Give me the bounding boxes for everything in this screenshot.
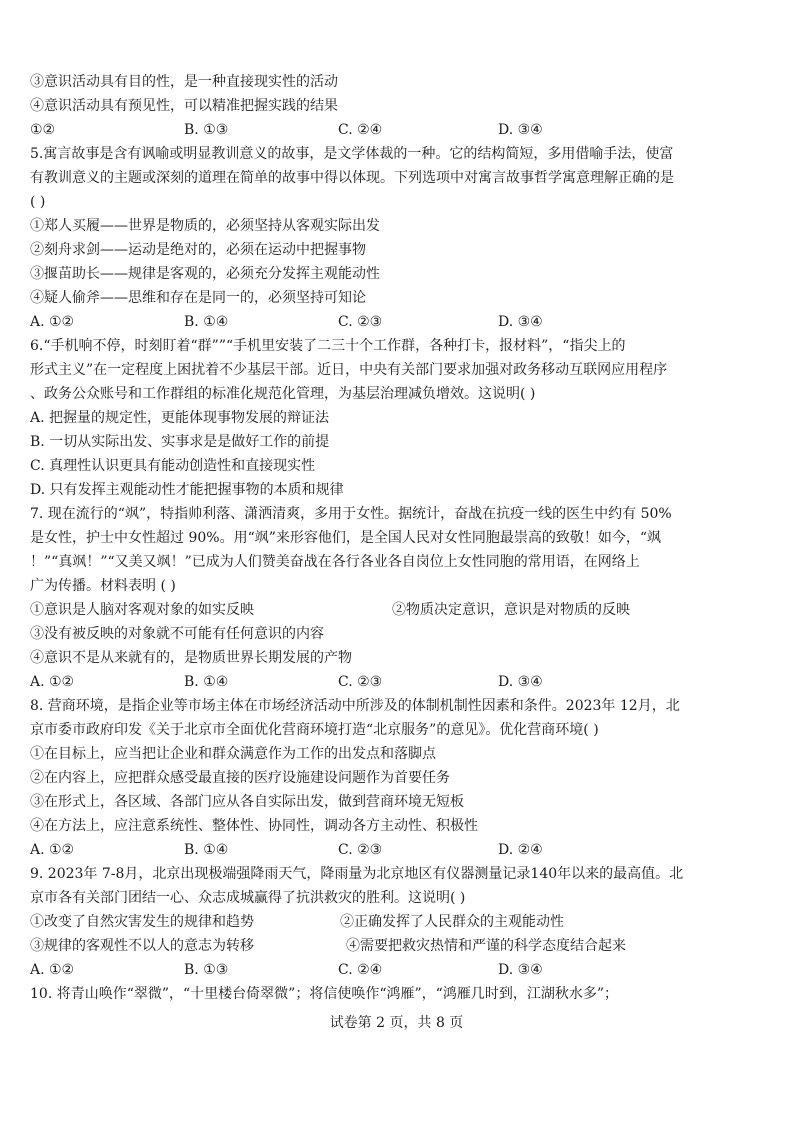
option-c: C. ②④ xyxy=(338,962,383,978)
page-footer: 试卷第 2 页，共 8 页 xyxy=(329,1015,464,1031)
option-b: B. ①④ xyxy=(184,314,229,330)
q6-stem-2: 形式主义”在一定程度上困扰着不少基层干部。近日，中央有关部门要求加强对政务移动互联网应用程序 xyxy=(30,362,668,378)
option-a: ①② xyxy=(30,122,56,138)
q5-statement-4: ④疑人偷斧——思维和存在是同一的，必须坚持可知论 xyxy=(30,290,366,306)
q5-stem-2: 有教训意义的主题或深刻的道理在简单的故事中得以体现。下列选项中对寓言故事哲学寓意理解正确的是 xyxy=(30,170,674,186)
q5-statement-1: ①郑人买履——世界是物质的，必须坚持从客观实际出发 xyxy=(30,218,380,234)
option-d: D. ③④ xyxy=(498,122,543,138)
q9-statement-2: ②正确发挥了人民群众的主观能动性 xyxy=(340,914,564,930)
q9-statement-1: ①改变了自然灾害发生的规律和趋势 xyxy=(30,914,254,930)
q7-stem-1: 7. 现在流行的“飒”，特指帅利落、潇洒清爽，多用于女性。据统计，奋战在抗疫一线的医生中约有 50% xyxy=(30,506,672,522)
q7-statement-4: ④意识不是从来就有的，是物质世界长期发展的产物 xyxy=(30,650,352,666)
option-d: D. ③④ xyxy=(498,314,543,330)
q9-statement-3: ③规律的客观性不以人的意志为转移 xyxy=(30,938,254,954)
option-a: A. ①② xyxy=(30,674,75,690)
option-d: D. ③④ xyxy=(498,962,543,978)
q6-option-c: C. 真理性认识更具有能动创造性和直接现实性 xyxy=(30,458,316,474)
q9-statement-4: ④需要把救灾热情和严谨的科学态度结合起来 xyxy=(346,938,626,954)
q6-stem-3: 、政务公众账号和工作群组的标准化规范化管理，为基层治理减负增效。这说明( ) xyxy=(30,386,536,402)
page-content xyxy=(30,70,768,1006)
q9-options xyxy=(30,958,768,982)
q10-stem-1: 10. 将青山唤作“翠微”，“十里楼台倚翠微”；将信使唤作“鸿雁”，“鸿雁几时到，江湖秋水多”； xyxy=(30,986,618,1002)
option-c: C. ②③ xyxy=(338,674,383,690)
q9-statements-3-4 xyxy=(30,934,768,958)
q6-option-b: B. 一切从实际出发、实事求是是做好工作的前提 xyxy=(30,434,330,450)
q9-stem-2: 京市各有关部门团结一心、众志成城赢得了抗洪救灾的胜利。这说明( ) xyxy=(30,890,466,906)
q8-stem-2: 京市委市政府印发《关于北京市全面优化营商环境打造“北京服务”的意见》。优化营商环境( ) xyxy=(30,722,599,738)
q5-options xyxy=(30,310,768,334)
option-b: B. ①③ xyxy=(184,122,229,138)
q5-statement-2: ②刻舟求剑——运动是绝对的，必须在运动中把握事物 xyxy=(30,242,366,258)
q9-statements-1-2 xyxy=(30,910,768,934)
q9-stem-1: 9. 2023年 7-8月，北京出现极端强降雨天气，降雨量为北京地区有仪器测量记录140年以来的最高值。北 xyxy=(30,866,684,882)
q5-stem-1: 5.寓言故事是含有讽喻或明显教训意义的故事，是文学体裁的一种。它的结构简短，多用借喻手法，使富 xyxy=(30,146,674,162)
q8-statement-1: ①在目标上，应当把让企业和群众满意作为工作的出发点和落脚点 xyxy=(30,746,436,762)
q7-statement-2: ②物质决定意识，意识是对物质的反映 xyxy=(392,602,630,618)
statement-4: ④意识活动具有预见性，可以精准把握实践的结果 xyxy=(30,98,338,114)
option-b: B. ①③ xyxy=(184,962,229,978)
q6-option-a: A. 把握量的规定性，更能体现事物发展的辩证法 xyxy=(30,410,330,426)
q8-statement-2: ②在内容上，应把群众感受最直接的医疗设施建设问题作为首要任务 xyxy=(30,770,450,786)
q7-options xyxy=(30,670,768,694)
option-c: C. ②④ xyxy=(338,122,383,138)
option-c: C. ②③ xyxy=(338,842,383,858)
answer-options xyxy=(30,118,768,142)
q7-statement-3: ③没有被反映的对象就不可能有任何意识的内容 xyxy=(30,626,324,642)
q6-option-d: D. 只有发挥主观能动性才能把握事物的本质和规律 xyxy=(30,482,344,498)
q6-stem-1: 6.“手机响不停，时刻盯着“群””“手机里安装了二三十个工作群，各种打卡，报材料”，“指尖上的 xyxy=(30,338,626,354)
q5-stem-3: ( ) xyxy=(30,194,46,210)
q8-statement-4: ④在方法上，应注意系统性、整体性、协同性，调动各方主动性、积极性 xyxy=(30,818,478,834)
q5-statement-3: ③揠苗助长——规律是客观的，必须充分发挥主观能动性 xyxy=(30,266,380,282)
option-d: D. ③④ xyxy=(498,674,543,690)
option-a: A. ①② xyxy=(30,314,75,330)
q7-statements-1-2 xyxy=(30,598,768,622)
q8-options xyxy=(30,838,768,862)
q7-statement-1: ①意识是人脑对客观对象的如实反映 xyxy=(30,602,254,618)
q8-statement-3: ③在形式上，各区域、各部门应从各自实际出发，做到营商环境无短板 xyxy=(30,794,464,810)
q7-stem-2: 是女性，护士中女性超过 90%。用“飒”来形容他们，是全国人民对女性同胞最崇高的致敬！如今，“飒 xyxy=(30,530,662,546)
option-d: D. ②④ xyxy=(498,842,543,858)
option-a: A. ①② xyxy=(30,962,75,978)
q8-stem-1: 8. 营商环境，是指企业等市场主体在市场经济活动中所涉及的体制机制性因素和条件。2023年 12月，北 xyxy=(30,698,680,714)
option-a: A. ①② xyxy=(30,842,75,858)
option-b: B. ①④ xyxy=(184,674,229,690)
option-c: C. ②③ xyxy=(338,314,383,330)
option-b: B. ①④ xyxy=(184,842,229,858)
q7-stem-4: 广为传播。材料表明 ( ) xyxy=(30,578,176,594)
q7-stem-3: ！”“真飒！”“又美又飒！”已成为人们赞美奋战在各行各业各自岗位上女性同胞的常用语，在网络上 xyxy=(30,554,640,570)
statement-3: ③意识活动具有目的性，是一种直接现实性的活动 xyxy=(30,74,338,90)
